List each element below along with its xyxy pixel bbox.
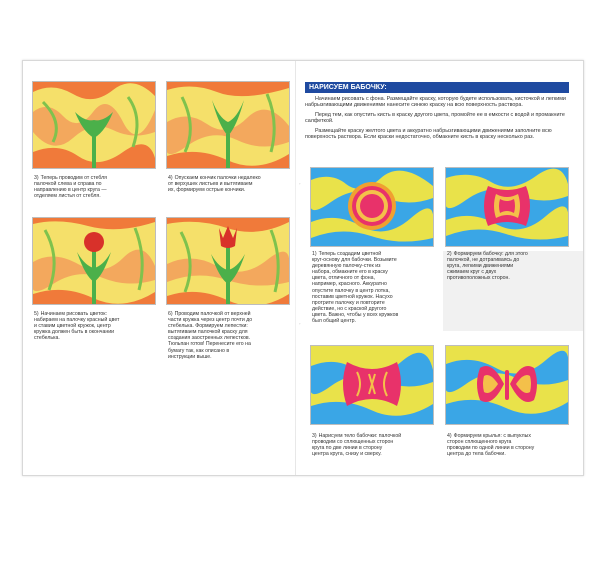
page-mark: ◦ xyxy=(299,181,301,186)
booklet-spread xyxy=(22,60,584,476)
right-step-3 xyxy=(312,433,438,457)
step-number: 4) xyxy=(447,433,452,439)
step-number: 6) xyxy=(168,311,173,317)
step-text: Начинаем рисовать цветок: набираем на палочку красный цвет и ставим цветной кружок, центр кружка должен быть в окончании стебелька. xyxy=(34,311,120,342)
step-text: Опускаем кончик палочки недалеко от верхушек листьев и вытягиваем их, формируем острые кончики. xyxy=(168,175,261,194)
intro-paragraph: Начинаем рисовать с фона. Размещайте краску, которую будете использовать, кисточкой и легкими набрызгивающими движениями нанесите синюю краску на всю поверхность раствора. xyxy=(305,96,566,109)
butterfly-step-2-image xyxy=(445,167,569,247)
step-number: 2) xyxy=(447,251,452,257)
intro-paragraph: Размещайте краску желтого цвета и аккуратно набрызгивающими движениями заполните всю поверхность раствора. Если краски недостаточно, обмакните кисть в краску несколько раз. xyxy=(305,127,552,141)
page-mark: ◦ xyxy=(299,321,301,326)
left-step-3 xyxy=(34,175,158,199)
tulip-step-6-image xyxy=(166,217,290,305)
step-number: 3) xyxy=(312,433,317,439)
step-number: 4) xyxy=(168,175,173,181)
right-step-4 xyxy=(447,433,577,457)
step-text: Формируем крылья: с выпуклых сторон сплющенного круга проводим по одной линии в сторону центра до тела бабочки. xyxy=(447,433,535,458)
tulip-step-4-image xyxy=(166,81,290,169)
step-text: Теперь создадим цветной круг-основу для бабочки. Возьмите деревянную палочку-стек из набора, обмакните его в краску цвета, отличного от фона, например, красного. Аккуратно опустите палочку в центр лотка, поставив цветной кружок. Насухо протрите палочку и повторите действие, но с краской другого цвета. Важно, чтобы у всех кружков был общий центр. xyxy=(312,251,399,325)
left-step-6 xyxy=(168,311,292,360)
right-step-2 xyxy=(447,251,577,281)
intro-paragraph: Перед тем, как опустить кисть в краску другого цвета, промойте ее в емкости с водой и промакните салфеткой. xyxy=(305,111,565,125)
step-number: 3) xyxy=(34,175,39,181)
section-header: НАРИСУЕМ БАБОЧКУ: xyxy=(305,82,569,93)
butterfly-step-3-image xyxy=(310,345,434,425)
butterfly-step-4-image xyxy=(445,345,569,425)
tulip-step-5-image xyxy=(32,217,156,305)
tulip-step-3-image xyxy=(32,81,156,169)
right-step-1 xyxy=(312,251,438,324)
step-number: 5) xyxy=(34,311,39,317)
left-step-4 xyxy=(168,175,292,193)
step-text: Формируем бабочку: для этого палочкой, не дотрагиваясь до круга, легкими движениями сжимаем круг с двух противоположных сторон. xyxy=(447,251,528,282)
step-text: Нарисуем тело бабочки: палочкой проводим со сплющенных сторон круга по две линии в сторону центра круга, снизу и сверху. xyxy=(312,433,402,458)
intro-text xyxy=(305,96,569,143)
step-number: 1) xyxy=(312,251,317,257)
page-spine xyxy=(295,61,296,475)
left-step-5 xyxy=(34,311,158,341)
butterfly-step-1-image xyxy=(310,167,434,247)
step-text: Проводим палочкой от верхней части кружка через центр почти до стебелька. Формируем лепестки: вытягиваем палочкой краску для создания заостренных лепестков. Тюльпан готов! Перенесите его на бумагу так, как описано в инструкции выше. xyxy=(168,311,253,360)
step-text: Теперь проводим от стебля палочкой слева и справа по направлению в центр круга — отделяем листья от стебля. xyxy=(34,175,107,200)
